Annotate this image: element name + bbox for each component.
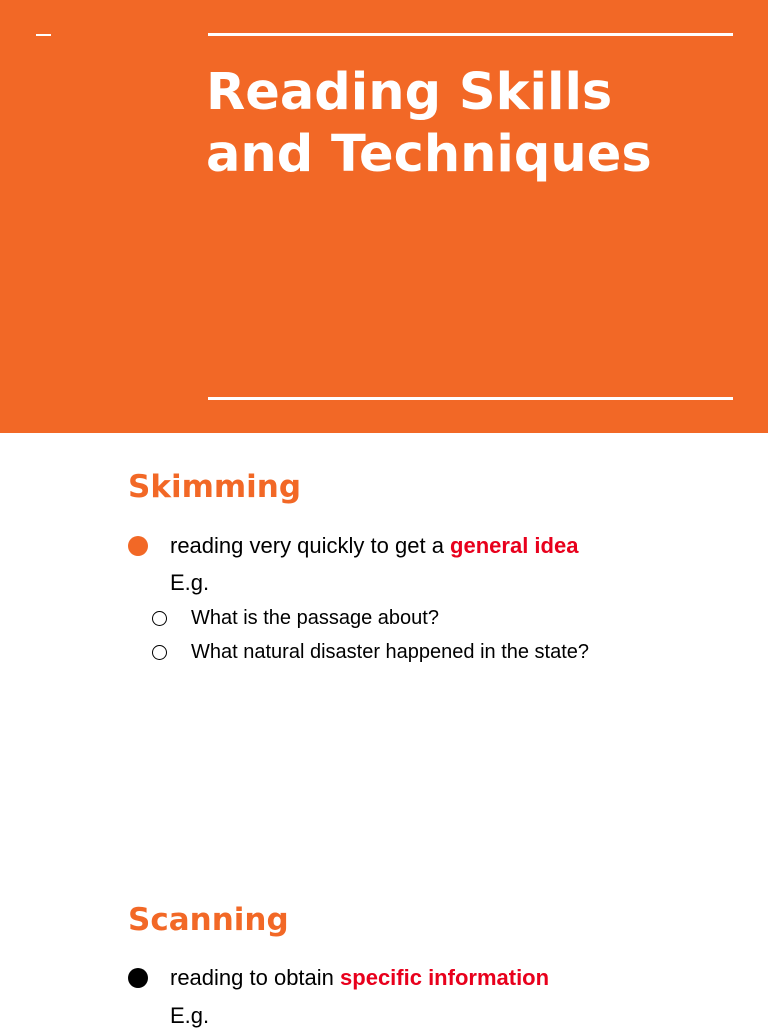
skimming-bullet xyxy=(128,531,578,561)
skimming-sub-item-text: What natural disaster happened in the state? xyxy=(191,640,590,663)
filled-bullet-icon xyxy=(128,536,148,556)
scanning-bullet xyxy=(128,963,549,993)
hollow-bullet-icon xyxy=(152,611,167,626)
scanning-bullet-highlight: specific information xyxy=(340,965,550,990)
skimming-sub-item-text: What is the passage about? xyxy=(191,606,439,629)
skimming-example-label: E.g. xyxy=(170,570,210,595)
corner-dash-decoration xyxy=(36,34,51,36)
scanning-bullet-text xyxy=(170,965,549,991)
skimming-heading: Skimming xyxy=(128,469,302,505)
bottom-rule-line xyxy=(208,397,733,400)
skimming-bullet-text xyxy=(170,533,578,559)
scanning-bullet-plain: reading to obtain xyxy=(170,965,341,990)
skimming-sub-item xyxy=(152,639,589,665)
slide-title: Reading Skills and Techniques xyxy=(206,63,652,184)
skimming-sub-item xyxy=(152,605,439,631)
top-rule-line xyxy=(208,33,733,36)
filled-bullet-icon xyxy=(128,968,148,988)
skimming-bullet-highlight: general idea xyxy=(450,533,579,558)
scanning-heading: Scanning xyxy=(128,902,289,938)
skimming-bullet-plain: reading very quickly to get a xyxy=(170,533,451,558)
hollow-bullet-icon xyxy=(152,645,167,660)
title-slide xyxy=(0,0,768,433)
scanning-example-label: E.g. xyxy=(170,1003,210,1028)
